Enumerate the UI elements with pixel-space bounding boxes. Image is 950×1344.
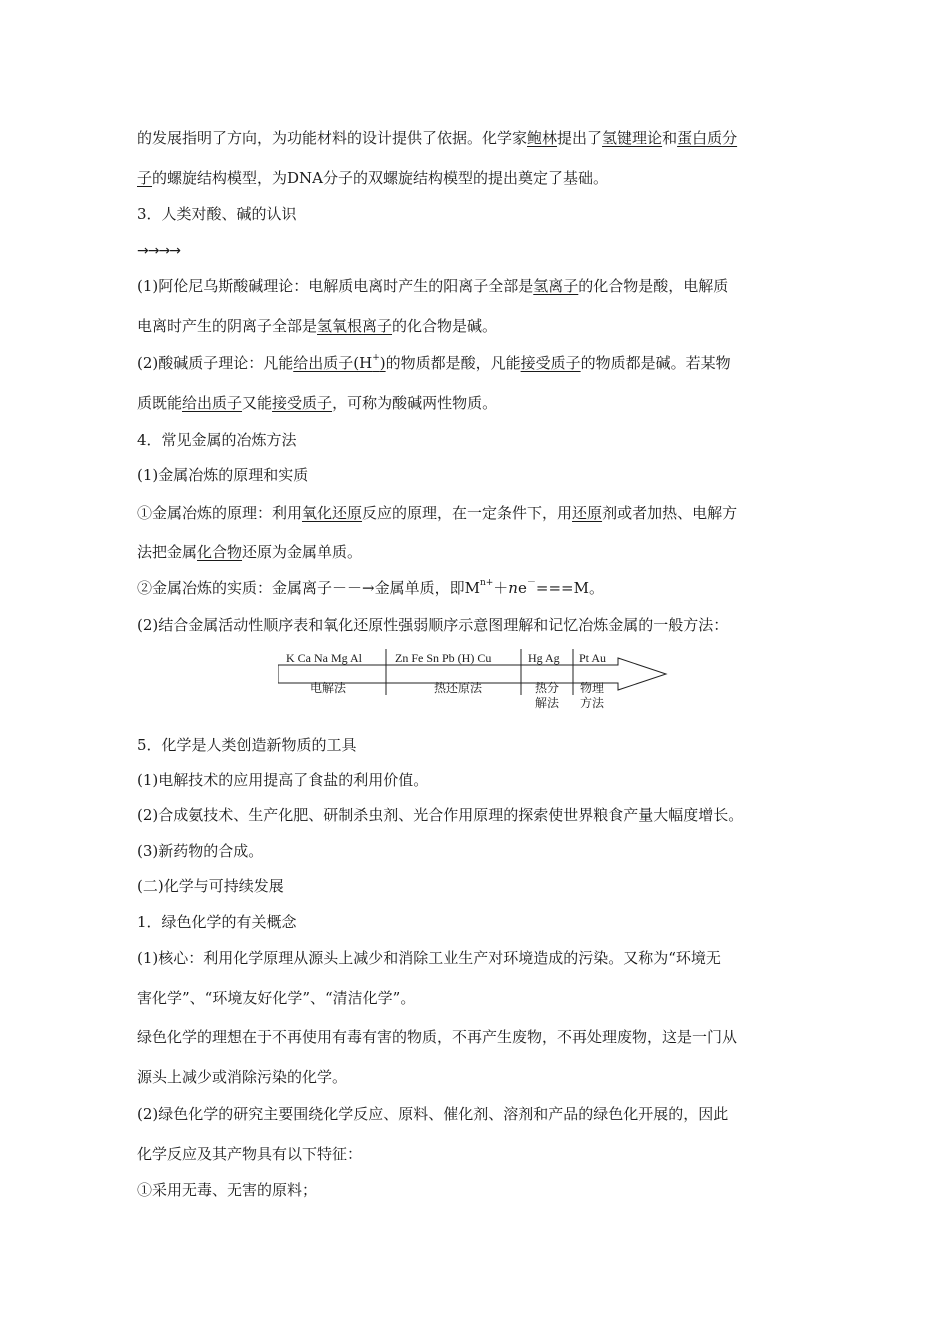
paragraph-line-13 [137,578,604,598]
paragraph-line-23: 绿色化学的理想在于不再使用有毒有害的物质，不再产生废物，不再处理废物，这是一门从 [137,1028,738,1046]
text: 反应的原理，在一定条件下，用 [362,504,573,522]
method-electrolysis: 电解法 [309,681,346,695]
text: 和 [662,129,678,147]
section-heading-5: 5．化学是人类创造新物质的工具 [137,736,357,754]
text: ②金属冶炼的实质：金属离子－－→金属单质，即M [137,579,480,597]
text: 的螺旋结构模型，为DNA分子的双螺旋结构模型的提出奠定了基础。 [152,169,609,187]
text: ①金属冶炼的原理：利用 [137,504,303,522]
fill-answer: 给出质子 [182,394,243,412]
section-heading-3: 3．人类对酸、碱的认识 [137,205,297,223]
text: 的物质都是酸，凡能 [385,354,521,372]
metals-group-2: Zn Fe Sn Pb (H) Cu [395,651,492,665]
text: 提出了 [557,129,603,147]
text: 法把金属 [137,543,198,561]
fill-answer: 氢氧根离子 [317,317,393,335]
metals-group-4: Pt Au [579,651,607,665]
paragraph-line-18: (3)新药物的合成。 [137,842,264,860]
fill-answer: 鲍林 [527,129,558,147]
method-line: 解法 [534,696,559,710]
paragraph-line-7 [137,353,731,373]
fill-answer: 氧化还原 [302,504,363,522]
section-heading-4: 4．常见金属的冶炼方法 [137,431,297,449]
paragraph-line-8 [137,393,497,413]
paragraph-line-12 [137,542,362,562]
metals-group-3: Hg Ag [528,651,560,665]
text: (2)酸碱质子理论：凡能 [137,354,294,372]
fill-answer: 还原 [572,504,603,522]
paragraph-line-22: 害化学”、“环境友好化学”、“清洁化学”。 [137,989,416,1007]
superscript: n+ [479,578,494,588]
paragraph-line-26: 化学反应及其产物具有以下特征： [137,1145,363,1163]
metal-refining-diagram [278,647,670,715]
paragraph-line-11 [137,503,737,523]
text: 还原为金属单质。 [242,543,363,561]
fill-answer: 子 [137,169,153,187]
fill-answer: 化合物 [197,543,243,561]
subheading: (1)金属冶炼的原理和实质 [137,466,309,484]
method-thermal-decomposition [527,681,567,711]
section-heading-part2: (二)化学与可持续发展 [137,877,284,895]
text: (1)阿伦尼乌斯酸碱理论：电解质电离时产生的阳离子全部是 [137,277,534,295]
paragraph-line-21: (1)核心：利用化学原理从源头上减少和消除工业生产对环境造成的污染。又称为“环境无 [137,949,721,967]
fill-answer: 接受质子 [272,394,333,412]
paragraph-line-24: 源头上减少或消除污染的化学。 [137,1068,348,1086]
paragraph-line-25: (2)绿色化学的研究主要围绕化学反应、原料、催化剂、溶剂和产品的绿色化开展的，因此 [137,1105,729,1123]
fill-answer: 氢离子 [533,277,579,295]
text: 的化合物是碱。 [392,317,498,335]
method-line: 方法 [579,696,604,710]
paragraph-line-5 [137,276,728,296]
text: 给出质子(H [293,354,373,372]
text: 的发展指明了方向，为功能材料的设计提供了依据。化学家 [137,129,528,147]
superscript: + [372,353,380,363]
fill-answer: 氢键理论 [602,129,663,147]
paragraph-line-27: ①采用无毒、无害的原料； [137,1181,318,1199]
text: 质既能 [137,394,183,412]
text: 又能 [242,394,273,412]
metals-group-1: K Ca Na Mg Al [286,651,362,665]
fill-answer: 蛋白质分 [677,129,738,147]
text: 的化合物是酸，电解质 [578,277,729,295]
fill-answer: 接受质子 [520,354,581,372]
paragraph-line-6 [137,316,497,336]
subheading-green-chem: 1．绿色化学的有关概念 [137,913,297,931]
text: e [517,579,527,597]
text: 剂或者加热、电解方 [602,504,738,522]
fill-answer [293,354,385,372]
method-thermal-reduction: 热还原法 [433,681,482,695]
method-line: 热分 [534,681,559,695]
text: ＋ [493,579,509,597]
paragraph-line-17: (2)合成氨技术、生产化肥、研制杀虫剂、光合作用原理的探索使世界粮食产量大幅度增长。 [137,806,744,824]
text: 电离时产生的阴离子全部是 [137,317,318,335]
method-physical [572,681,612,711]
text: ) [379,354,386,372]
paragraph-line-2 [137,168,608,188]
paragraph-line-16: (1)电解技术的应用提高了食盐的利用价值。 [137,771,429,789]
italic-n: n [508,579,518,597]
text: 的物质都是碱。若某物 [580,354,731,372]
text: ===M。 [535,579,604,597]
superscript: － [526,578,536,588]
text: ，可称为酸碱两性物质。 [332,394,498,412]
paragraph-line-1 [137,128,737,148]
paragraph-line-14: (2)结合金属活动性顺序表和氧化还原性强弱顺序示意图理解和记忆冶炼金属的一般方法： [137,616,729,634]
method-line: 物理 [579,681,604,695]
arrow-sequence: →→→→ [137,243,180,259]
